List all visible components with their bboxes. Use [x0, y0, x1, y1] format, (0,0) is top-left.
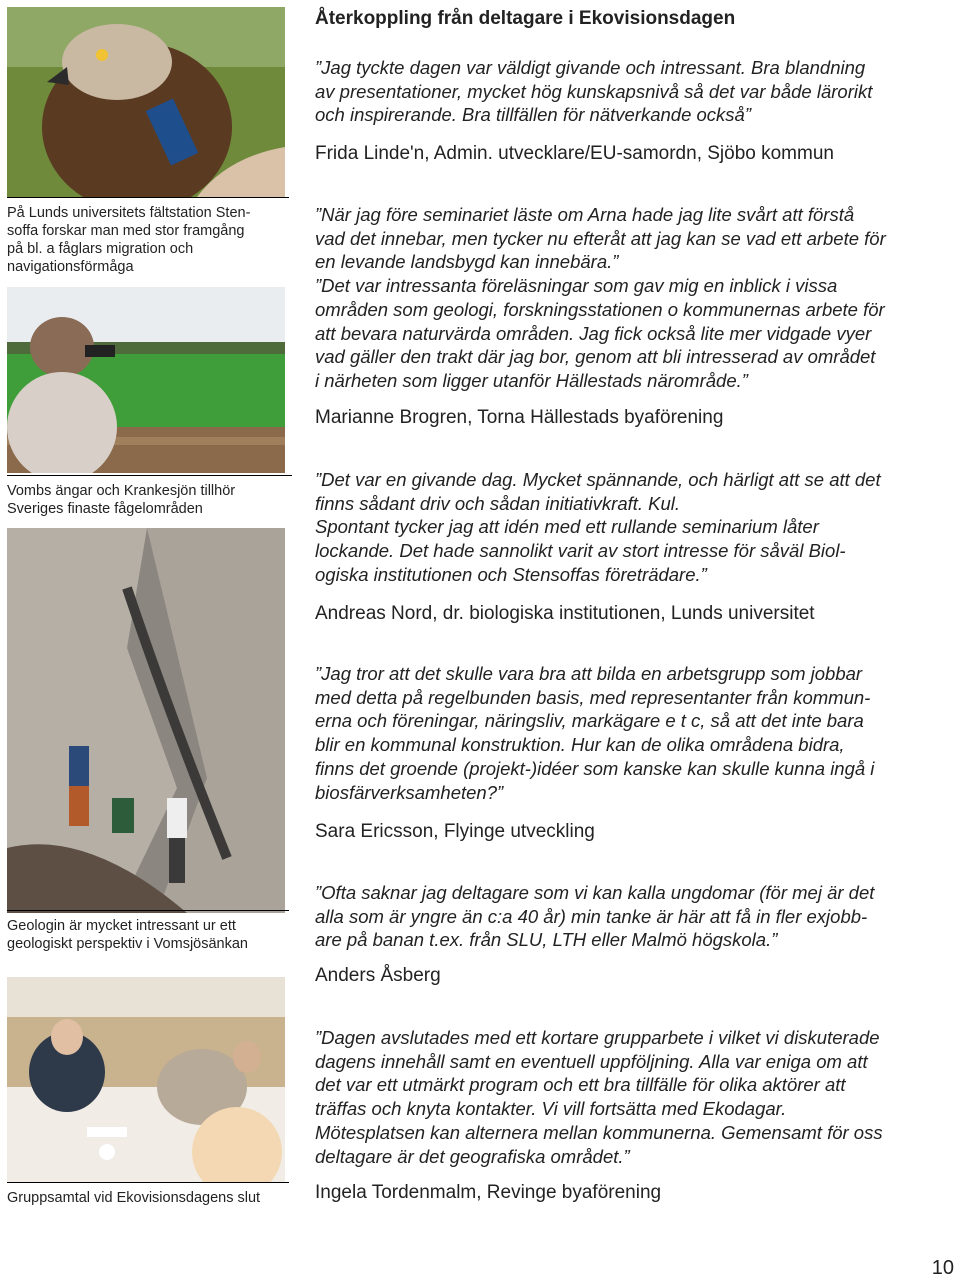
quote-4-author: Sara Ericsson, Flyinge utveckling — [315, 821, 595, 842]
quote-text: ”Ofta saknar jag deltagare som vi kan kalla ungdomar (för mej är det alla som är yngre än c:a 40 år) min tanke är här att få in fler exjobb- are på banan t.ex. från SLU, LTH eller Malmö högskola.” — [315, 882, 875, 951]
photo-caption-group — [7, 1182, 289, 1207]
quote-3 — [315, 468, 955, 587]
caption-text: På Lunds universitets fältstation Sten- soffa forskar man med stor framgång på bl. a fåglars migration och navigationsförmåga — [7, 205, 251, 275]
quote-6-author: Ingela Tordenmalm, Revinge byaförening — [315, 1182, 662, 1203]
quote-text: ”Det var en givande dag. Mycket spännande, och härligt att se att det finns sådant driv och sådan initiativkraft. Kul. — [315, 469, 881, 514]
quote-6 — [315, 1026, 955, 1168]
photo-caption-geology — [7, 910, 289, 953]
page-title: Återkoppling från deltagare i Ekovisionsdagen — [315, 8, 736, 29]
photo-bird-with-transmitter — [7, 7, 285, 197]
quote-text: ”Det var intressanta föreläsningar som gav mig en inblick i vissa områden som geologi, forskningsstationen o kommunernas arbete för att bevara naturvärda områden. Jag fick också lite mer vidgade vyer vad gäller den trakt där jag bor, genom att bli intresserad av området i närheten som ligger utanför Hällestads närområde.” — [315, 275, 885, 391]
photo-caption-wetlands — [7, 475, 292, 518]
quote-3-author: Andreas Nord, dr. biologiska institutionen, Lunds universitet — [315, 603, 815, 624]
quote-2-author: Marianne Brogren, Torna Hällestads byaförening — [315, 407, 724, 428]
page-number: 10 — [931, 1257, 954, 1279]
caption-text: Geologin är mycket intressant ur ett geologiskt perspektiv i Vomsjösänkan — [7, 918, 248, 952]
quote-2 — [315, 203, 955, 393]
quote-4 — [315, 662, 955, 804]
quote-text: Spontant tycker jag att idén med ett rullande seminarium låter lockande. Det hade sannolikt varit av stort intresse för såväl Biol- ogiska institutionen och Stensoffas företrädare.” — [315, 516, 846, 585]
quote-1-author: Frida Linde'n, Admin. utvecklare/EU-samordn, Sjöbo kommun — [315, 143, 834, 164]
caption-text: Vombs ängar och Krankesjön tillhör Sveriges finaste fågelområden — [7, 483, 236, 517]
photo-geology-cliff — [7, 528, 285, 913]
quote-text: ”Jag tyckte dagen var väldigt givande och intressant. Bra blandning av presentationer, mycket hög kunskapsnivå så det var både lärorikt och inspirerande. Bra tillfällen för nätverkande också” — [315, 57, 873, 126]
quote-5 — [315, 881, 955, 952]
quote-text: ”Jag tror att det skulle vara bra att bilda en arbetsgrupp som jobbar med detta på regelbunden basis, med representanter från kommun- erna och föreningar, näringsliv, markägare e t c, så att det inte bara blir en kommunal konstruktion. Hur kan de olika områdena bidra, finns det groende (projekt-)idéer som kanske kan skulle kunna ingå i biosfärverksamheten?” — [315, 663, 875, 803]
quote-5-author: Anders Åsberg — [315, 965, 441, 986]
photo-caption-bird — [7, 197, 289, 276]
photo-birdwatcher — [7, 287, 285, 473]
quote-1 — [315, 56, 955, 127]
quote-text: ”När jag före seminariet läste om Arna hade jag lite svårt att förstå vad det innebar, men tycker nu efteråt att jag kan se vad ett arbete för en levande landsbygd kan innebära.” — [315, 204, 886, 273]
photo-group-discussion — [7, 977, 285, 1183]
quote-text: ”Dagen avslutades med ett kortare grupparbete i vilket vi diskuterade dagens innehåll samt en eventuell uppföljning. Alla var eniga om att det var ett utmärkt program och ett bra tillfälle för olika aktörer att träffas och knyta kontakter. Vi vill fortsätta med Ekodagar. Mötesplatsen kan alternera mellan kommunerna. Gemensamt för oss deltagare är det geografiska området.” — [315, 1027, 883, 1167]
caption-text: Gruppsamtal vid Ekovisionsdagens slut — [7, 1190, 261, 1206]
